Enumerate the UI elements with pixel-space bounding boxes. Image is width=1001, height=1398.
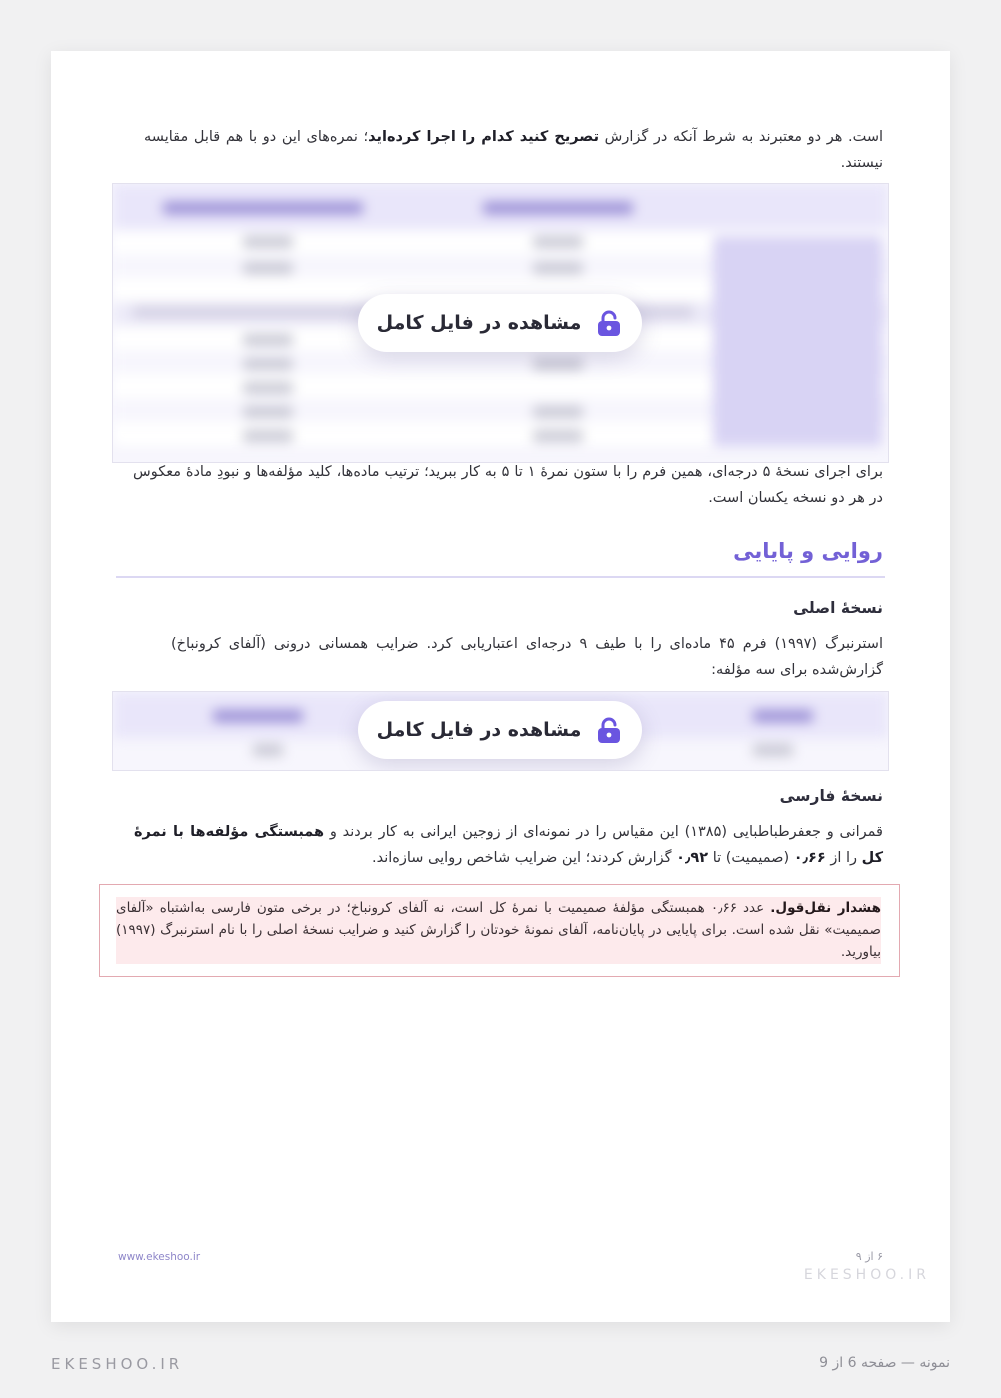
paragraph-bold: همبستگی مؤلفه‌ها با نمرهٔ کل <box>134 824 883 866</box>
view-full-file-button[interactable] <box>358 294 642 352</box>
paragraph-text: (صمیمیت) تا <box>708 850 794 866</box>
view-full-file-label: مشاهده در فایل کامل <box>376 312 582 334</box>
paragraph-text: استرنبرگ (۱۹۹۷) فرم ۴۵ ماده‌ای را با طیف ۹ درجه‌ای اعتباریابی کرد. ضرایب همسانی درونی (آلفای کرونباخ) گزارش‌شده برای سه مؤلفه: <box>171 636 883 678</box>
outer-page-label: نمونه — صفحه 6 از 9 <box>819 1355 950 1371</box>
paragraph-text: قمرانی و جعفرطباطبایی (۱۳۸۵) این مقیاس را در نمونه‌ای از زوجین ایرانی به کار بردند و <box>324 824 883 840</box>
paragraph-text: را از <box>825 850 862 866</box>
paragraph-original <box>171 631 883 683</box>
paragraph-text: است. هر دو معتبرند به شرط آنکه در گزارش <box>599 129 883 145</box>
section-divider <box>116 576 885 578</box>
footer-page-number: ۶ از ۹ <box>855 1250 883 1263</box>
section-heading: روایی و پایایی <box>733 539 883 563</box>
lock-icon <box>595 309 623 337</box>
view-full-file-label: مشاهده در فایل کامل <box>376 719 582 741</box>
paragraph-bold: ۰٫۶۶ <box>793 850 826 866</box>
citation-warning-box <box>99 884 900 977</box>
paragraph-bold: تصریح کنید کدام را اجرا کرده‌اید <box>368 129 600 145</box>
paragraph-text: برای اجرای نسخهٔ ۵ درجه‌ای، همین فرم را با ستون نمرهٔ ۱ تا ۵ به کار ببرید؛ ترتیب ماده‌ها، کلید مؤلفه‌ها و نبودِ مادهٔ معکوس در هر دو نسخه یکسان است. <box>133 464 883 506</box>
footer-brand-watermark: EKESHOO.IR <box>803 1267 930 1283</box>
lock-icon <box>595 716 623 744</box>
document-page <box>51 51 950 1322</box>
outer-brand: EKESHOO.IR <box>51 1355 184 1373</box>
paragraph-persian <box>134 819 883 871</box>
paragraph-bold: ۰٫۹۲ <box>676 850 709 866</box>
paragraph-text: گزارش کردند؛ این ضرایب شاخص روایی سازه‌اند. <box>371 850 677 866</box>
paragraph-text: ؛ نمره‌های این دو با هم قابل مقایسه نیستند. <box>144 129 883 171</box>
paragraph-scale <box>133 459 883 511</box>
warning-title: هشدار نقل‌قول. <box>770 900 881 916</box>
locked-table-preview <box>112 183 889 463</box>
paragraph-intro <box>144 124 883 176</box>
footer-url: www.ekeshoo.ir <box>118 1251 201 1263</box>
locked-table-preview <box>112 691 889 771</box>
warning-body: عدد ۰٫۶۶ همبستگی مؤلفهٔ صمیمیت با نمرهٔ کل است، نه آلفای کرونباخ؛ در برخی متون فارسی به‌اشتباه «آلفای صمیمیت» نقل شده است. برای پایایی در پایان‌نامه، آلفای نمونهٔ خودتان را گزارش کنید و ضرایب نسخهٔ اصلی را با نام استرنبرگ (۱۹۹۷) بیاورید. <box>116 900 881 960</box>
subsection-heading-persian: نسخهٔ فارسی <box>779 787 883 805</box>
subsection-heading-original: نسخهٔ اصلی <box>793 599 883 617</box>
citation-warning-text <box>116 897 881 964</box>
view-full-file-button[interactable] <box>358 701 642 759</box>
